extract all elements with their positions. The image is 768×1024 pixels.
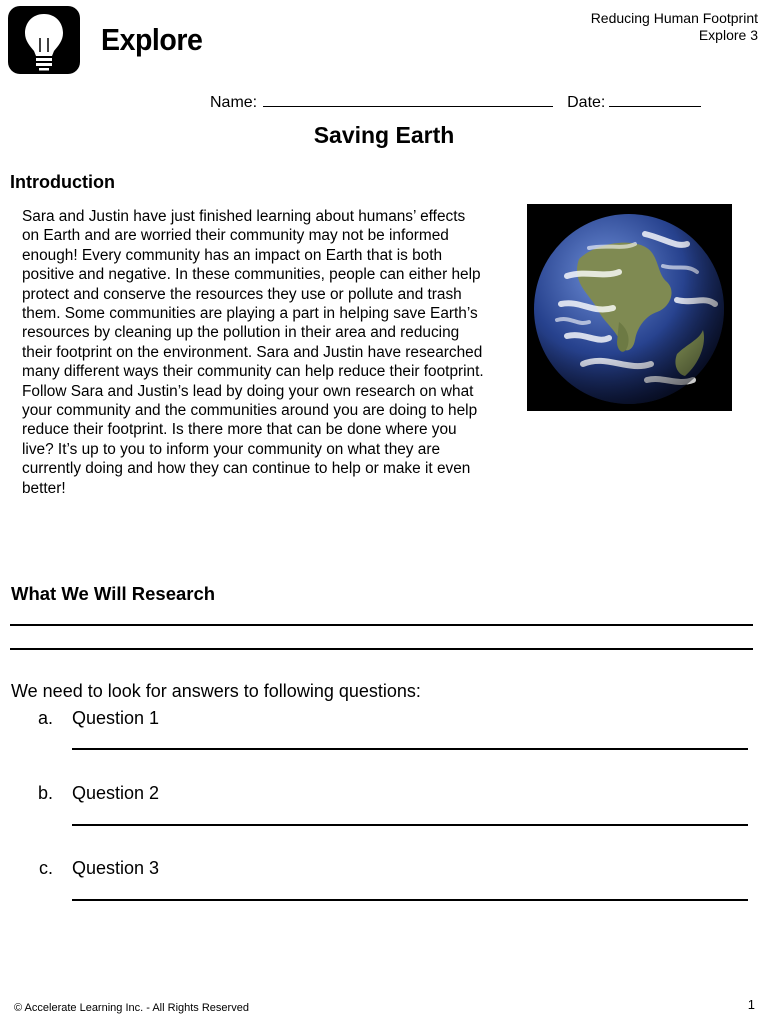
introduction-heading: Introduction (10, 172, 115, 192)
question-label: Question 1 (72, 708, 160, 728)
question-label: Question 3 (72, 858, 160, 878)
question-answer-line[interactable] (72, 748, 748, 750)
header-info (591, 10, 758, 44)
question-letter: b. (38, 783, 54, 803)
question-answer-line[interactable] (72, 824, 748, 826)
name-label: Name: (210, 94, 258, 111)
logo (8, 6, 80, 74)
introduction-text: Sara and Justin have just finished learning about humans’ effects on Earth and are worried their community may not be informed enough! Every community has an impact on Earth that is both positive and negative. In these communities, people can either help protect and conserve the resources they use or pollute and trash them. Some communities are playing a part in helping save Earth’s resources by cleaning up the pollution in their area and reducing their footprint on the environment. Sara and Justin have researched many different ways their community can help reduce their footprint. Follow Sara and Justin’s lead by doing your own research on what your community and the communities around you are doing to help reduce their footprint. Is there more that can be done where you live? It’s up to you to inform your community on what they are currently doing and how they can continue to help or make it even better! (22, 208, 484, 497)
date-field[interactable] (609, 92, 701, 107)
name-date-row (210, 92, 701, 112)
copyright: © Accelerate Learning Inc. - All Rights Reserved (14, 1002, 249, 1014)
date-label: Date: (567, 94, 606, 111)
question-letter: c. (39, 858, 54, 878)
section-label: Explore 3 (698, 27, 758, 43)
earth-image (527, 204, 732, 411)
lightbulb-icon (8, 6, 80, 74)
research-heading: What We Will Research (11, 583, 216, 604)
question-letter: a. (38, 708, 54, 728)
question-answer-line[interactable] (72, 899, 748, 901)
topic-label: Reducing Human Footprint (590, 10, 758, 26)
question-label: Question 2 (72, 783, 160, 803)
section-title: Explore (101, 22, 203, 57)
page-title: Saving Earth (313, 122, 455, 148)
questions-intro: We need to look for answers to following questions: (11, 681, 421, 701)
page-number: 1 (747, 997, 755, 1012)
answer-line[interactable] (10, 648, 753, 650)
name-field[interactable] (263, 92, 553, 107)
answer-line[interactable] (10, 624, 753, 626)
